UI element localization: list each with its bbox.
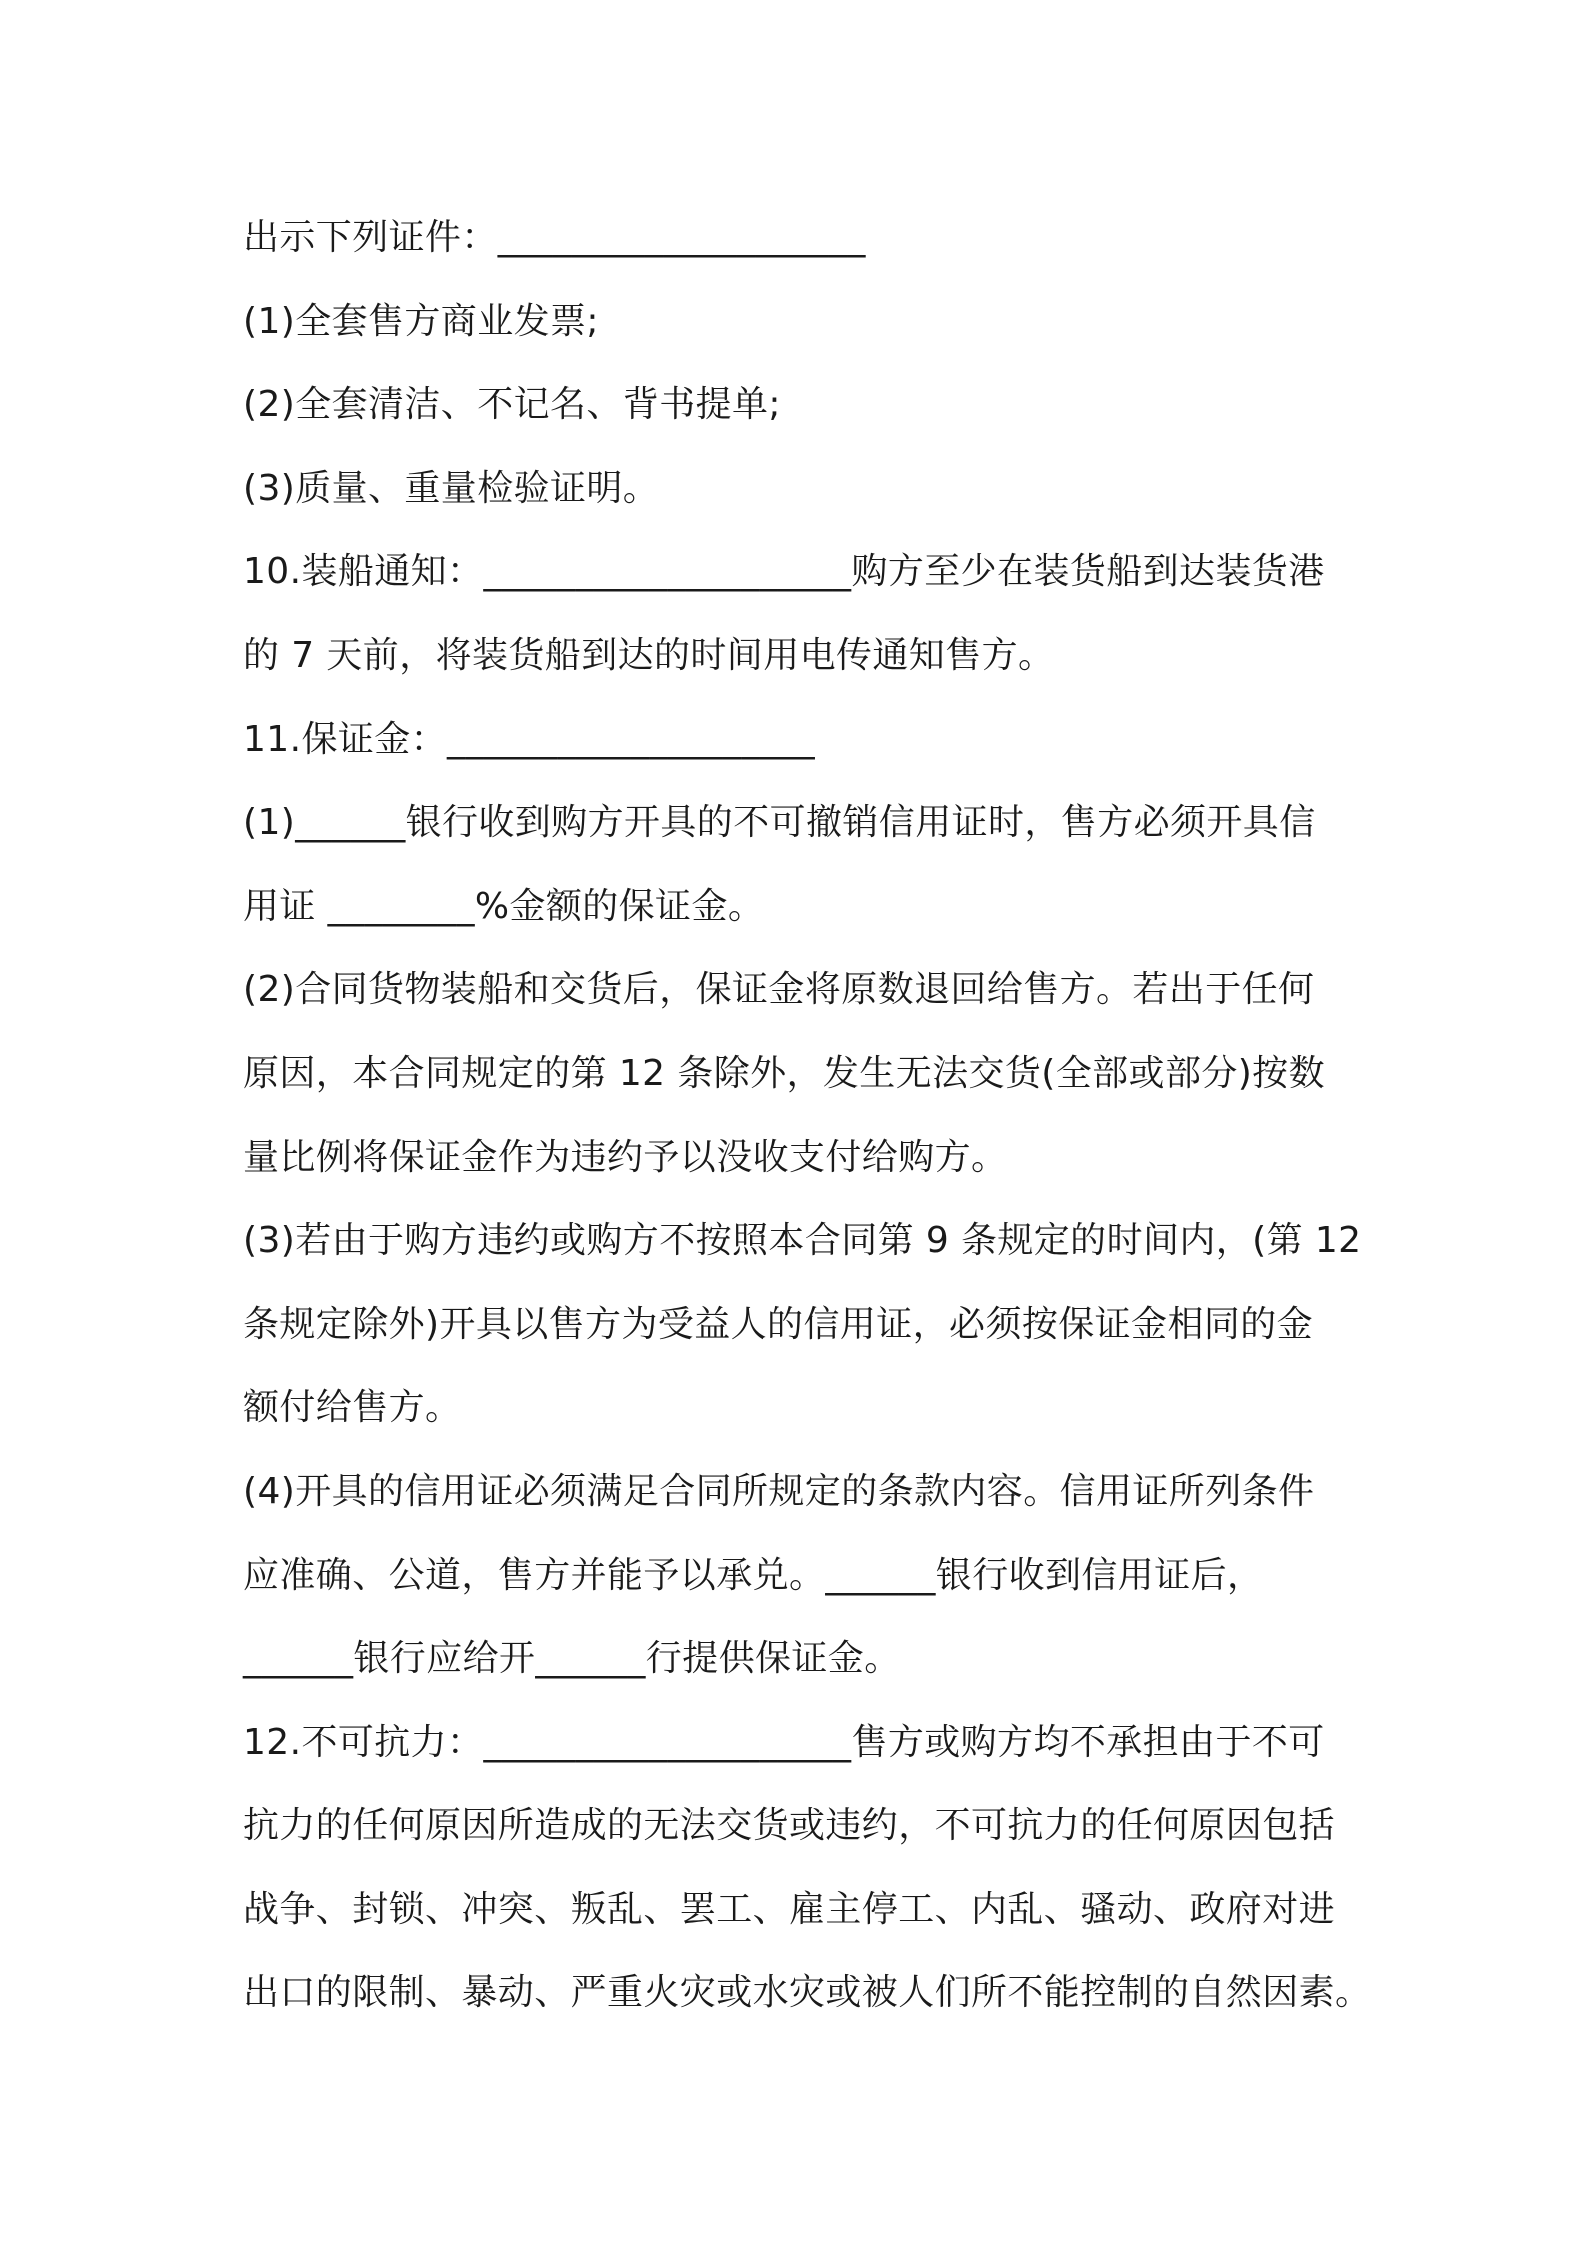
- text-line: (2)合同货物装船和交货后，保证金将原数退回给售方。若出于任何: [243, 969, 1315, 1011]
- text-line: (1)全套售方商业发票;: [243, 300, 599, 342]
- text-line: 战争、封锁、冲突、叛乱、罢工、雇主停工、内乱、骚动、政府对进: [243, 1888, 1336, 1930]
- text-line: 应准确、公道，售方并能予以承兑。______银行收到信用证后，: [243, 1554, 1264, 1596]
- text-line: 量比例将保证金作为违约予以没收支付给购方。: [243, 1136, 1008, 1178]
- text-line: 条规定除外)开具以售方为受益人的信用证，必须按保证金相同的金: [243, 1303, 1314, 1345]
- text-line: 原因，本合同规定的第 12 条除外，发生无法交货(全部或部分)按数: [243, 1052, 1325, 1094]
- document-body: [243, 196, 1372, 2035]
- text-line: 出示下列证件：____________________: [243, 217, 866, 258]
- text-line: 额付给售方。: [243, 1387, 462, 1429]
- text-line: 用证 ________%金额的保证金。: [243, 885, 765, 927]
- text-line: 的 7 天前，将装货船到达的时间用电传通知售方。: [243, 634, 1055, 676]
- text-line: ______银行应给开______行提供保证金。: [243, 1638, 901, 1680]
- text-line: (4)开具的信用证必须满足合同所规定的条款内容。信用证所列条件: [243, 1470, 1315, 1512]
- text-line: 11.保证金：____________________: [243, 718, 816, 760]
- text-line: (2)全套清洁、不记名、背书提单;: [243, 384, 781, 426]
- text-line: 抗力的任何原因所造成的无法交货或违约，不可抗力的任何原因包括: [243, 1805, 1336, 1847]
- text-line: (1)______银行收到购方开具的不可撤销信用证时，售方必须开具信: [243, 802, 1316, 844]
- text-line: 出口的限制、暴动、严重火灾或水灾或被人们所不能控制的自然因素。: [243, 1972, 1372, 2014]
- text-line: (3)若由于购方违约或购方不按照本合同第 9 条规定的时间内，(第 12: [243, 1220, 1362, 1262]
- text-line: 12.不可抗力：____________________售方或购方均不承担由于不可: [243, 1721, 1325, 1763]
- text-line: (3)质量、重量检验证明。: [243, 467, 660, 509]
- text-line: 10.装船通知：____________________购方至少在装货船到达装货港: [243, 551, 1325, 593]
